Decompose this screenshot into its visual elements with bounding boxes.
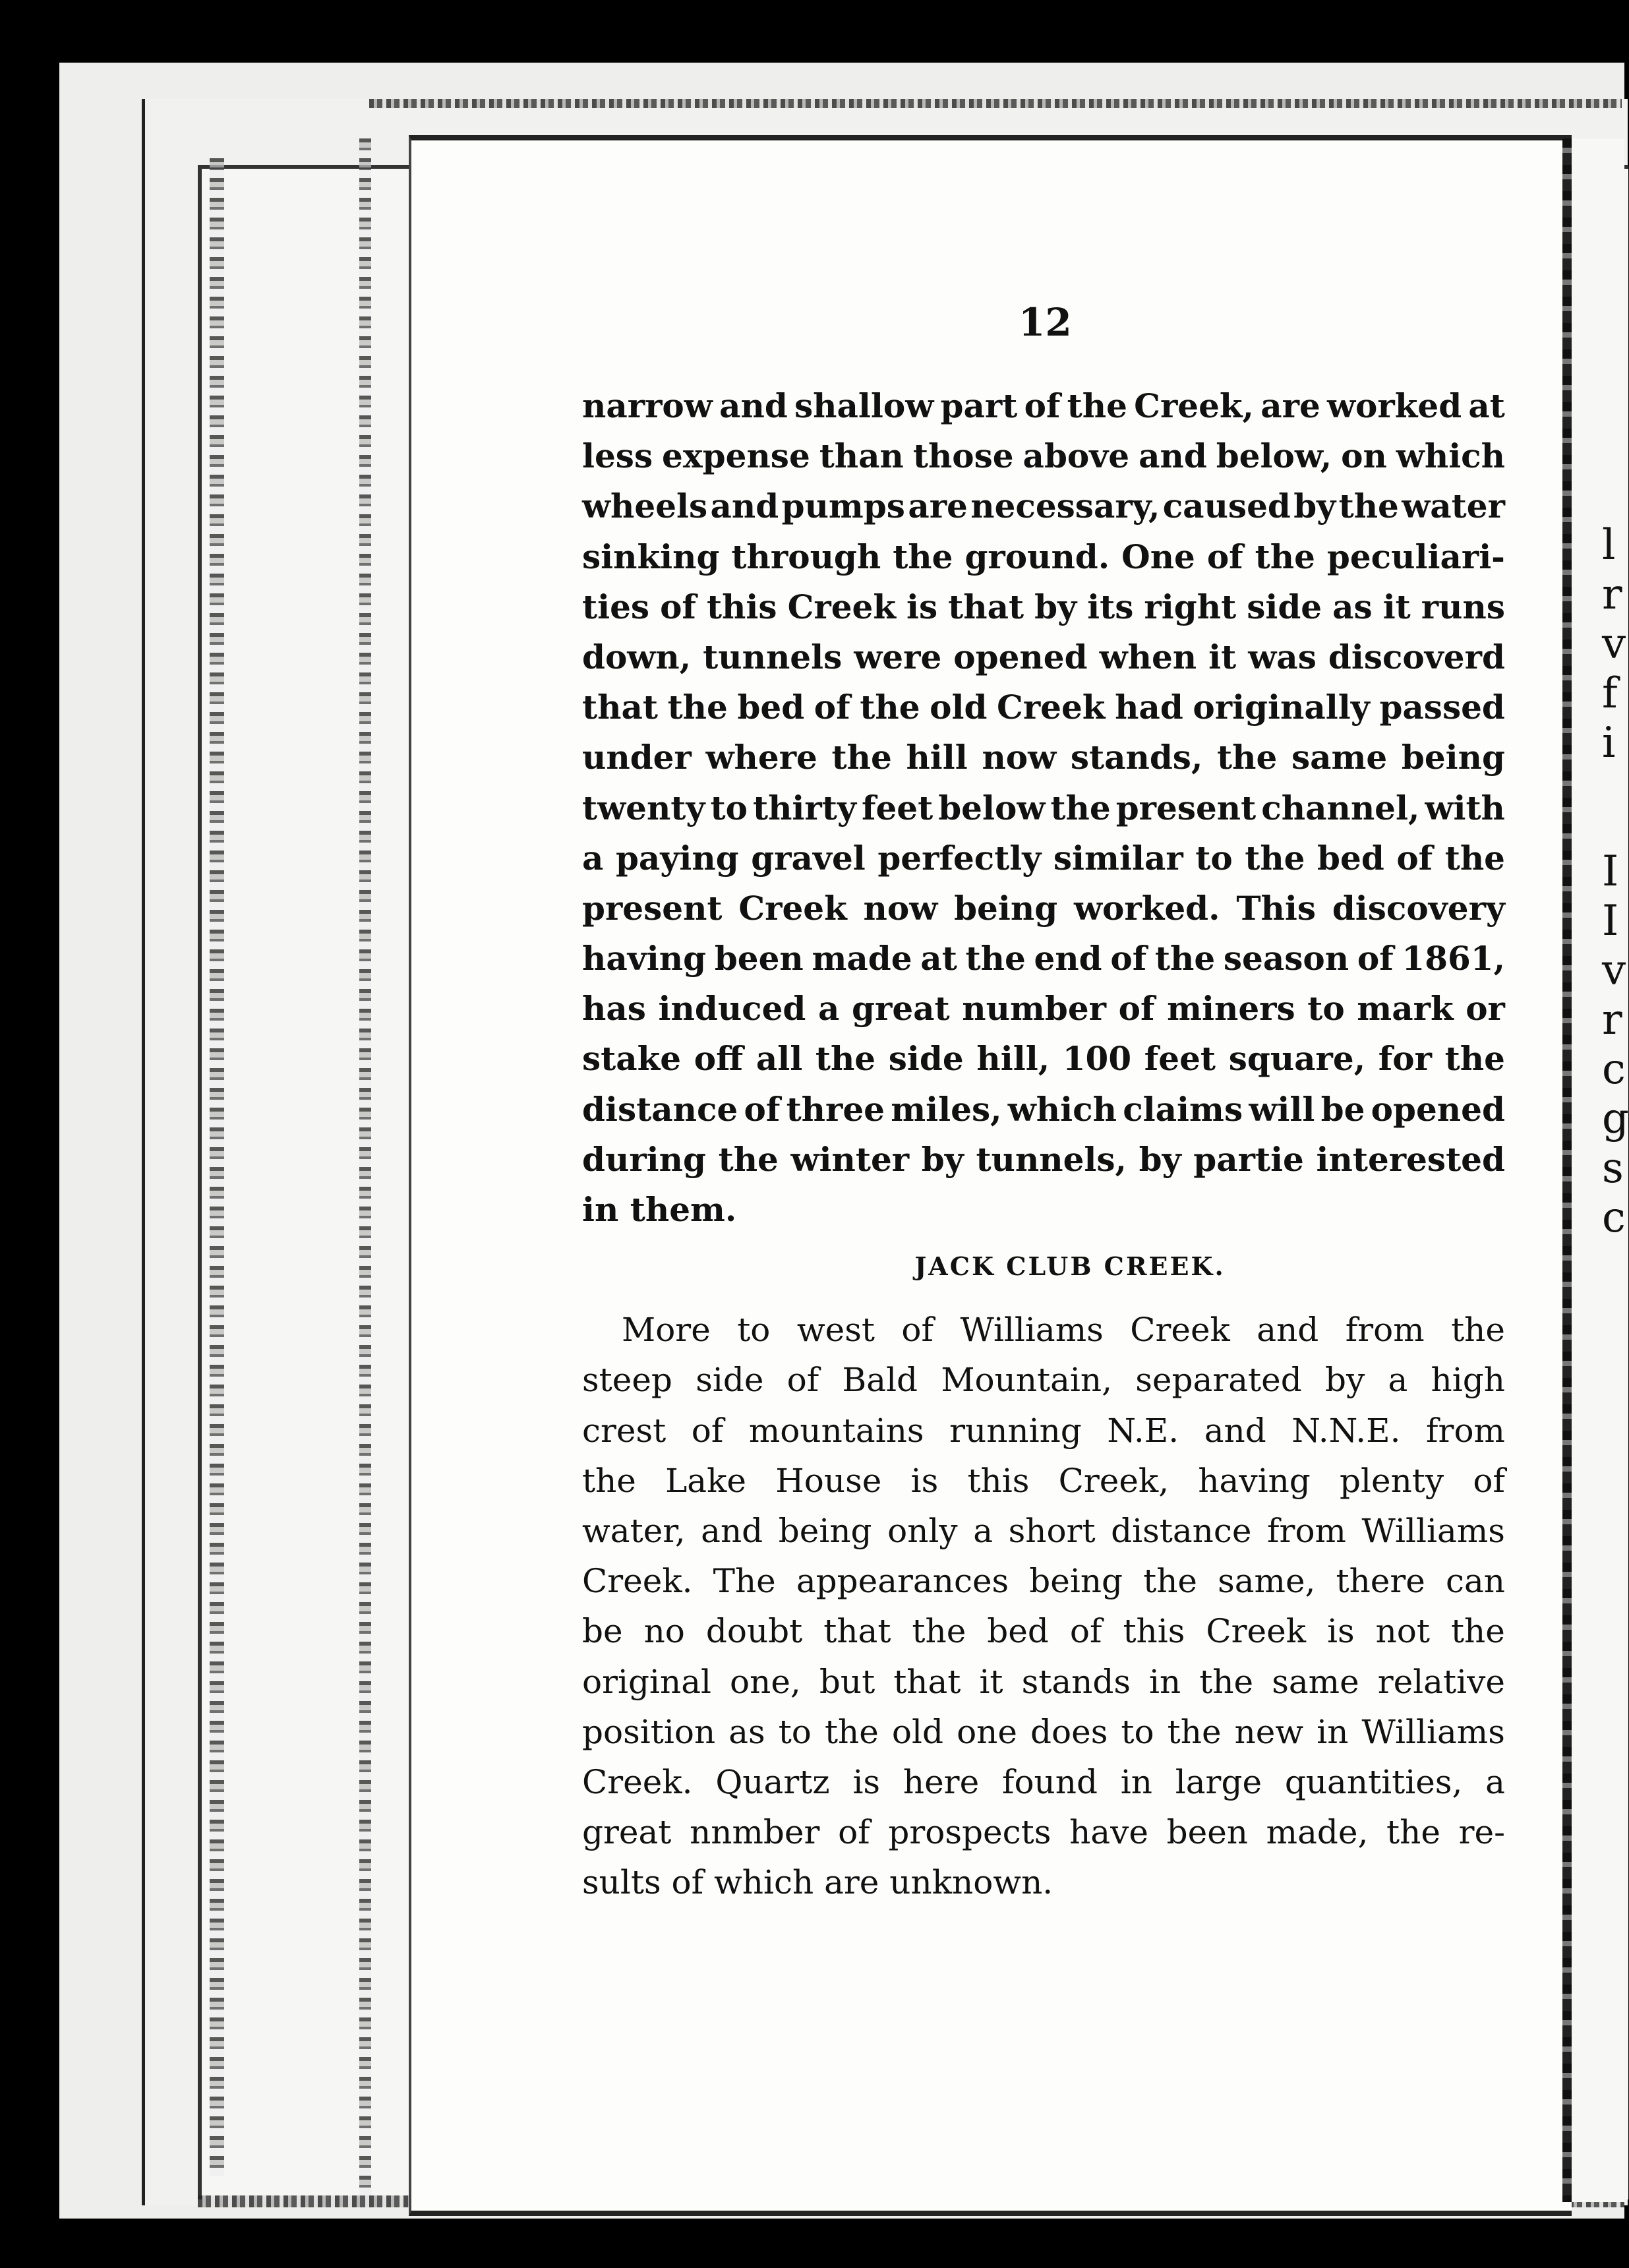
text-line: great nnmber of prospects have been made, the re- (582, 1813, 1505, 1852)
text-line: distance of three miles, which claims will be opened (582, 1089, 1505, 1129)
binding-shadow-left (210, 158, 224, 2176)
top-edge-shadow (369, 99, 1622, 108)
margin-fragment: c (1602, 1193, 1626, 1242)
text-line: narrow and shallow part of the Creek, are worked at (582, 386, 1505, 425)
margin-fragment: i (1602, 719, 1616, 767)
margin-fragment: I (1602, 897, 1619, 945)
margin-fragment: l (1602, 521, 1616, 570)
text-line: steep side of Bald Mountain, separated by a high (582, 1361, 1505, 1400)
text-line: sults of which are unknown. (582, 1863, 1053, 1902)
margin-fragment: r (1602, 996, 1622, 1044)
text-line: be no doubt that the bed of this Creek is not the (582, 1612, 1505, 1651)
text-line: twenty to thirty feet below the present channel, with (582, 788, 1505, 827)
paragraph-1 (582, 381, 1505, 1235)
binding-shadow-inner (359, 138, 371, 2195)
text-line: that the bed of the old Creek had originally passed (582, 688, 1505, 727)
margin-fragment: g (1602, 1094, 1629, 1143)
text-line: a paying gravel perfectly similar to the bed of the (582, 838, 1505, 878)
text-line: Creek. The appearances being the same, there can (582, 1562, 1505, 1601)
text-line: has induced a great number of miners to mark or (582, 989, 1505, 1029)
scan-border-bottom (0, 2222, 1624, 2268)
margin-fragment: f (1602, 669, 1618, 718)
text-line: under where the hill now stands, the same being (582, 738, 1505, 777)
text-line: less expense than those above and below, on which (582, 436, 1505, 476)
page-right-edge (1562, 138, 1572, 2202)
text-line: down, tunnels were opened when it was discoverd (582, 637, 1505, 676)
section-heading: JACK CLUB CREEK. (914, 1251, 1226, 1282)
text-line: original one, but that it stands in the same relative (582, 1662, 1505, 1701)
text-line: stake off all the side hill, 100 feet square, for the (582, 1039, 1505, 1079)
text-line: Creek. Quartz is here found in large quantities, a (582, 1762, 1505, 1801)
text-line: position as to the old one does to the new in Williams (582, 1712, 1505, 1751)
margin-fragment: v (1602, 620, 1626, 669)
page-number: 12 (1019, 300, 1072, 345)
text-line: ties of this Creek is that by its right side as it runs (582, 587, 1505, 626)
margin-fragment: c (1602, 1045, 1626, 1094)
text-line: having been made at the end of the season of 1861, (582, 939, 1505, 978)
text-line: present Creek now being worked. This discovery (582, 888, 1505, 928)
paragraph-2 (582, 1305, 1505, 1907)
text-line: water, and being only a short distance from Williams (582, 1511, 1505, 1550)
text-line: wheels and pumps are necessary, caused by the water (582, 487, 1505, 526)
text-line: sinking through the ground. One of the peculiari- (582, 537, 1505, 576)
body-text (582, 381, 1505, 1907)
text-line: in them. (582, 1190, 737, 1229)
text-line: crest of mountains running N.E. and N.N.E. from (582, 1411, 1505, 1450)
text-line: More to west of Williams Creek and from the (622, 1311, 1505, 1350)
scan-border-left (0, 0, 59, 2268)
margin-fragment: s (1602, 1144, 1624, 1193)
margin-fragment: I (1602, 847, 1619, 896)
text-line: the Lake House is this Creek, having plenty of (582, 1461, 1505, 1500)
margin-fragment: r (1602, 570, 1622, 619)
margin-fragment: v (1602, 946, 1626, 995)
text-line: during the winter by tunnels, by partie interested (582, 1139, 1505, 1179)
